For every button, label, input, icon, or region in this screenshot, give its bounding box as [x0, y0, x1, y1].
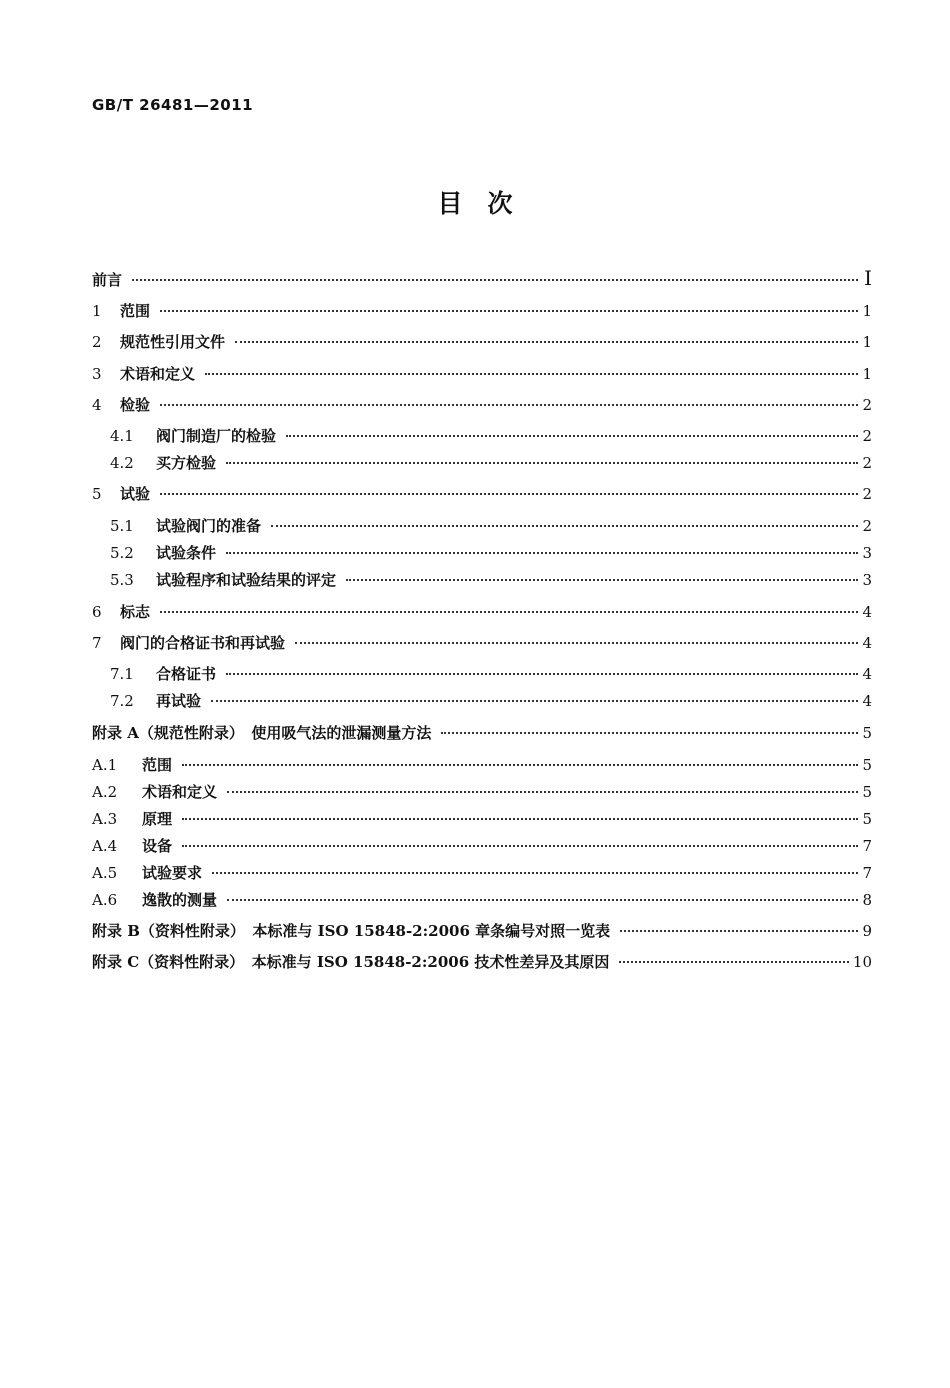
dot-leader — [212, 857, 858, 874]
dot-leader — [441, 717, 858, 734]
toc-entry-number: 1 — [92, 302, 102, 320]
toc-subentry[interactable] — [110, 451, 872, 475]
dot-leader — [226, 658, 858, 675]
toc-appendix-c[interactable] — [92, 950, 872, 974]
dot-leader — [226, 447, 858, 464]
dot-leader — [620, 915, 858, 932]
toc-entry-label: 试验 — [120, 485, 151, 503]
toc-subentry[interactable] — [110, 689, 872, 713]
toc-entry-page: I — [864, 266, 872, 290]
toc-entry-number: A.6 — [92, 891, 118, 909]
dot-leader — [227, 884, 858, 901]
toc-entry-page: 9 — [862, 922, 872, 940]
toc-entry-page: 1 — [862, 302, 872, 320]
toc-entry-page: 3 — [862, 544, 872, 562]
toc-entry-foreword[interactable] — [92, 266, 872, 290]
toc-entry-page: 4 — [862, 692, 872, 710]
toc-entry-page: 5 — [862, 756, 872, 774]
toc-entry[interactable] — [92, 600, 872, 624]
toc-entry-number: 2 — [92, 333, 102, 351]
toc-subentry[interactable] — [110, 662, 872, 686]
toc-appendix-entry[interactable] — [92, 807, 872, 831]
dot-leader — [182, 749, 858, 766]
toc-entry[interactable] — [92, 299, 872, 323]
toc-entry-label: 阀门制造厂的检验 — [156, 427, 277, 445]
toc-entry[interactable] — [92, 330, 872, 354]
dot-leader — [226, 537, 858, 554]
toc-appendix-entry[interactable] — [92, 834, 872, 858]
toc-entry-label: 附录 A（规范性附录） 使用吸气法的泄漏测量方法 — [92, 724, 432, 742]
toc-entry-number: 5.3 — [110, 571, 134, 589]
toc-entry-label: 原理 — [142, 810, 173, 828]
toc-entry-page: 2 — [862, 427, 872, 445]
toc-entry-number: 5.1 — [110, 517, 134, 535]
toc-entry-number: A.4 — [92, 837, 118, 855]
toc-title: 目 次 — [437, 189, 513, 218]
dot-leader — [619, 946, 849, 963]
standard-code: GB/T 26481—2011 — [92, 96, 254, 114]
toc-entry-page: 4 — [862, 603, 872, 621]
toc-entry-label: 试验要求 — [142, 864, 203, 882]
toc-entry-page: 4 — [862, 634, 872, 652]
toc-entry[interactable] — [92, 631, 872, 655]
toc-entry-number: A.5 — [92, 864, 118, 882]
toc-entry-label: 检验 — [120, 396, 151, 414]
dot-leader — [286, 420, 858, 437]
dot-leader — [295, 627, 858, 644]
toc-entry-number: 6 — [92, 603, 102, 621]
toc-entry-label: 阀门的合格证书和再试验 — [120, 634, 286, 652]
toc-entry-number: A.1 — [92, 756, 118, 774]
toc-entry-label: 合格证书 — [156, 665, 217, 683]
toc-entry[interactable] — [92, 362, 872, 386]
toc-entry-number: 7.1 — [110, 665, 134, 683]
toc-entry[interactable] — [92, 393, 872, 417]
toc-entry-label: 试验程序和试验结果的评定 — [156, 571, 337, 589]
toc-entry-page: 7 — [862, 837, 872, 855]
toc-entry-number: 5.2 — [110, 544, 134, 562]
dot-leader — [160, 478, 858, 495]
toc-entry-label: 前言 — [92, 271, 123, 289]
toc-entry-label: 试验条件 — [156, 544, 217, 562]
toc-entry-page: 10 — [852, 953, 872, 971]
toc-entry-number: 4.2 — [110, 454, 134, 472]
toc-entry-page: 5 — [862, 810, 872, 828]
dot-leader — [211, 685, 858, 702]
toc-entry-label: 术语和定义 — [120, 365, 196, 383]
dot-leader — [160, 596, 858, 613]
toc-subentry[interactable] — [110, 514, 872, 538]
toc-entry-label: 术语和定义 — [142, 783, 218, 801]
toc-entry-page: 5 — [862, 783, 872, 801]
toc-entry-page: 2 — [862, 396, 872, 414]
toc-entry-page: 3 — [862, 571, 872, 589]
toc-entry-page: 2 — [862, 517, 872, 535]
toc-entry-label: 范围 — [120, 302, 151, 320]
dot-leader — [235, 326, 858, 343]
toc-entry-page: 1 — [862, 365, 872, 383]
dot-leader — [132, 264, 858, 281]
dot-leader — [160, 295, 858, 312]
dot-leader — [182, 830, 858, 847]
toc-entry-number: 7 — [92, 634, 102, 652]
toc-entry-label: 逸散的测量 — [142, 891, 218, 909]
toc-entry-label: 规范性引用文件 — [120, 333, 226, 351]
dot-leader — [182, 803, 858, 820]
dot-leader — [271, 510, 858, 527]
toc-appendix-b[interactable] — [92, 919, 872, 943]
toc-entry-number: 7.2 — [110, 692, 134, 710]
dot-leader — [227, 776, 858, 793]
toc-entry-label: 试验阀门的准备 — [156, 517, 262, 535]
toc-appendix-entry[interactable] — [92, 753, 872, 777]
toc-entry-page: 5 — [862, 724, 872, 742]
dot-leader — [205, 358, 858, 375]
toc-appendix-entry[interactable] — [92, 780, 872, 804]
toc-entry-label: 附录 C（资料性附录） 本标准与 ISO 15848-2:2006 技术性差异及其原因 — [92, 953, 610, 971]
toc-entry-label: 范围 — [142, 756, 173, 774]
toc-entry-label: 再试验 — [156, 692, 202, 710]
toc-entry-label: 买方检验 — [156, 454, 217, 472]
dot-leader — [160, 389, 858, 406]
toc-subentry[interactable] — [110, 568, 872, 592]
toc-entry-label: 标志 — [120, 603, 151, 621]
toc-entry-page: 1 — [862, 333, 872, 351]
toc-entry-page: 2 — [862, 485, 872, 503]
toc-entry[interactable] — [92, 482, 872, 506]
toc-entry-page: 7 — [862, 864, 872, 882]
toc-entry-number: 4.1 — [110, 427, 134, 445]
toc-entry-page: 4 — [862, 665, 872, 683]
toc-entry-number: 4 — [92, 396, 102, 414]
toc-entry-number: A.2 — [92, 783, 118, 801]
toc-entry-number: 3 — [92, 365, 102, 383]
toc-subentry[interactable] — [110, 424, 872, 448]
toc-entry-number: A.3 — [92, 810, 118, 828]
toc-entry-number: 5 — [92, 485, 102, 503]
toc-entry-label: 附录 B（资料性附录） 本标准与 ISO 15848-2:2006 章条编号对照一览表 — [92, 922, 611, 940]
toc-appendix-entry[interactable] — [92, 888, 872, 912]
toc-subentry[interactable] — [110, 541, 872, 565]
toc-appendix-entry[interactable] — [92, 861, 872, 885]
toc-entry-label: 设备 — [142, 837, 173, 855]
toc-entry-page: 2 — [862, 454, 872, 472]
toc-appendix-a[interactable] — [92, 721, 872, 745]
dot-leader — [346, 564, 858, 581]
toc-entry-page: 8 — [862, 891, 872, 909]
